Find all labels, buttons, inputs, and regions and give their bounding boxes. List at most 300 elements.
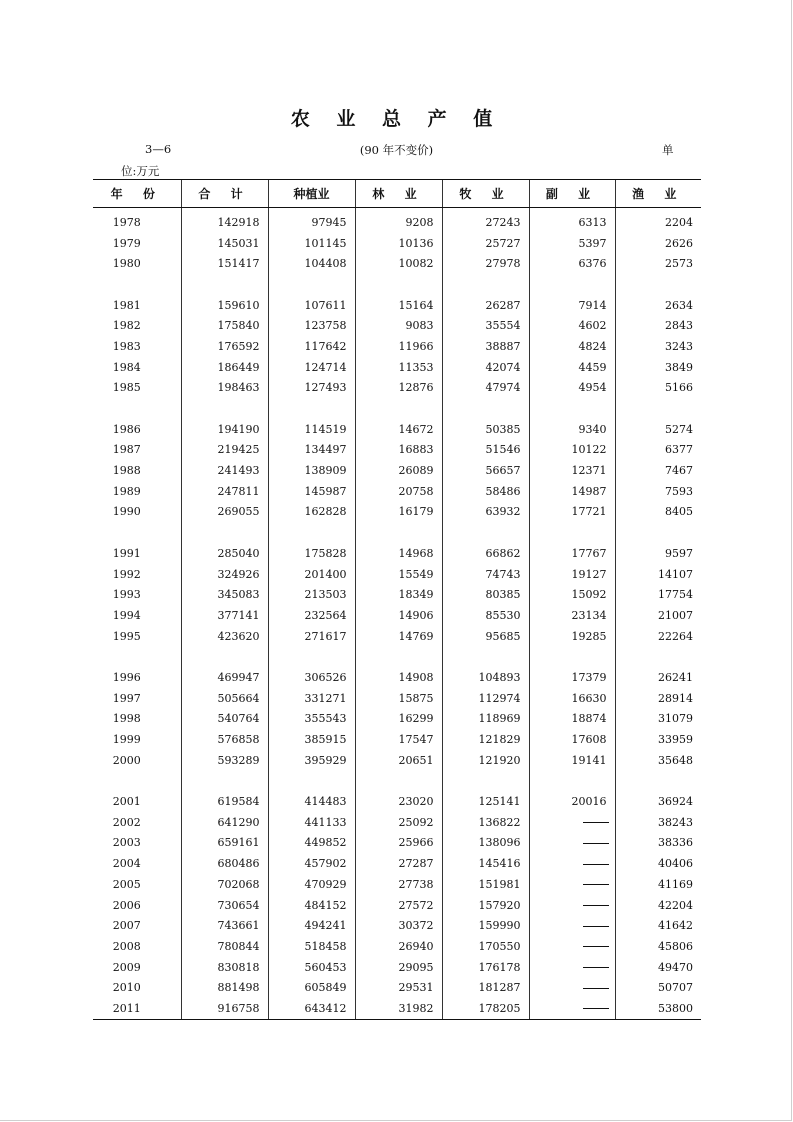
planting-cell: 97945 <box>268 208 355 233</box>
planting-cell: 138909 <box>268 460 355 481</box>
year-cell: 1993 <box>112 588 141 602</box>
price-basis-subtitle: (90 年不变价) <box>359 143 434 157</box>
total-cell: 194190 <box>181 419 268 440</box>
total-cell: 345083 <box>181 584 268 605</box>
livestock-cell: 27243 <box>442 208 529 233</box>
spacer-cell <box>268 398 355 419</box>
sideline-cell <box>529 977 615 998</box>
not-applicable-dash <box>583 822 609 823</box>
forestry-cell: 25966 <box>355 833 442 854</box>
planting-cell: 494241 <box>268 915 355 936</box>
sideline-cell: 19127 <box>529 564 615 585</box>
sideline-cell: 4954 <box>529 378 615 399</box>
livestock-cell: 42074 <box>442 357 529 378</box>
unit-label-part2: 位:万元 <box>121 164 160 178</box>
total-cell: 881498 <box>181 977 268 998</box>
livestock-cell: 151981 <box>442 874 529 895</box>
spacer-cell <box>181 274 268 295</box>
spacer-cell <box>442 522 529 543</box>
forestry-cell: 20758 <box>355 481 442 502</box>
forestry-cell: 25092 <box>355 812 442 833</box>
year-cell: 2004 <box>112 857 141 871</box>
table-row <box>93 977 701 998</box>
year-cell: 2001 <box>112 795 141 809</box>
spacer-cell <box>355 398 442 419</box>
spacer-cell <box>615 398 701 419</box>
not-applicable-dash <box>583 884 609 885</box>
fishery-cell: 40406 <box>615 853 701 874</box>
spacer-cell <box>442 274 529 295</box>
planting-cell: 175828 <box>268 543 355 564</box>
fishery-cell: 6377 <box>615 440 701 461</box>
year-cell: 1998 <box>112 712 141 726</box>
spacer-cell <box>93 398 181 419</box>
sideline-cell: 23134 <box>529 605 615 626</box>
forestry-cell: 16179 <box>355 502 442 523</box>
forestry-cell: 31982 <box>355 998 442 1019</box>
planting-cell: 605849 <box>268 977 355 998</box>
spacer-cell <box>93 646 181 667</box>
spacer-cell <box>93 771 181 792</box>
livestock-cell: 47974 <box>442 378 529 399</box>
table-row <box>93 295 701 316</box>
unit-label-part1: 单 <box>662 143 674 157</box>
header-livestock: 牧 业 <box>442 180 529 208</box>
spacer-cell <box>181 646 268 667</box>
forestry-cell: 14906 <box>355 605 442 626</box>
year-cell: 1988 <box>112 464 141 478</box>
planting-cell: 355543 <box>268 709 355 730</box>
fishery-cell: 28914 <box>615 688 701 709</box>
planting-cell: 162828 <box>268 502 355 523</box>
livestock-cell: 145416 <box>442 853 529 874</box>
sideline-cell: 5397 <box>529 233 615 254</box>
livestock-cell: 66862 <box>442 543 529 564</box>
fishery-cell: 2843 <box>615 315 701 336</box>
table-number: 3—6 <box>145 142 172 156</box>
table-row <box>93 336 701 357</box>
table-row <box>93 233 701 254</box>
forestry-cell: 20651 <box>355 750 442 771</box>
planting-cell: 449852 <box>268 833 355 854</box>
spacer-cell <box>529 274 615 295</box>
fishery-cell: 2626 <box>615 233 701 254</box>
header-year: 年 份 <box>93 180 181 208</box>
table-row <box>93 481 701 502</box>
fishery-cell: 2204 <box>615 208 701 233</box>
group-spacer-row <box>93 398 701 419</box>
table-row <box>93 626 701 647</box>
year-cell: 1990 <box>112 505 141 519</box>
fishery-cell: 38243 <box>615 812 701 833</box>
total-cell: 159610 <box>181 295 268 316</box>
livestock-cell: 25727 <box>442 233 529 254</box>
sideline-cell: 17379 <box>529 667 615 688</box>
forestry-cell: 27287 <box>355 853 442 874</box>
spacer-cell <box>529 398 615 419</box>
not-applicable-dash <box>583 988 609 989</box>
planting-cell: 271617 <box>268 626 355 647</box>
year-cell: 1984 <box>112 360 141 374</box>
table-row <box>93 853 701 874</box>
year-cell: 2011 <box>93 998 181 1019</box>
sideline-cell: 4459 <box>529 357 615 378</box>
table-header-row <box>93 180 701 208</box>
fishery-cell: 42204 <box>615 895 701 916</box>
table-row <box>93 208 701 233</box>
planting-cell: 306526 <box>268 667 355 688</box>
forestry-cell: 12876 <box>355 378 442 399</box>
sideline-cell: 6313 <box>529 208 615 233</box>
spacer-cell <box>268 646 355 667</box>
total-cell: 241493 <box>181 460 268 481</box>
total-cell: 145031 <box>181 233 268 254</box>
livestock-cell: 35554 <box>442 315 529 336</box>
total-cell: 377141 <box>181 605 268 626</box>
sideline-cell: 16630 <box>529 688 615 709</box>
table-row <box>93 709 701 730</box>
forestry-cell: 16299 <box>355 709 442 730</box>
livestock-cell: 157920 <box>442 895 529 916</box>
group-spacer-row <box>93 771 701 792</box>
fishery-cell: 41642 <box>615 915 701 936</box>
forestry-cell: 26940 <box>355 936 442 957</box>
spacer-cell <box>442 398 529 419</box>
livestock-cell: 56657 <box>442 460 529 481</box>
forestry-cell: 27738 <box>355 874 442 895</box>
header-forestry: 林 业 <box>355 180 442 208</box>
spacer-cell <box>529 646 615 667</box>
year-cell: 2002 <box>112 815 141 829</box>
table-row <box>93 543 701 564</box>
year-cell: 1979 <box>112 236 141 250</box>
table-row <box>93 253 701 274</box>
sideline-cell: 17721 <box>529 502 615 523</box>
year-cell: 1985 <box>112 381 141 395</box>
year-cell: 2010 <box>112 981 141 995</box>
forestry-cell: 23020 <box>355 791 442 812</box>
fishery-cell: 35648 <box>615 750 701 771</box>
spacer-cell <box>355 274 442 295</box>
year-cell: 1994 <box>112 608 141 622</box>
planting-cell: 213503 <box>268 584 355 605</box>
total-cell: 198463 <box>181 378 268 399</box>
total-cell: 576858 <box>181 729 268 750</box>
year-cell: 2007 <box>112 919 141 933</box>
fishery-cell: 21007 <box>615 605 701 626</box>
forestry-cell: 14968 <box>355 543 442 564</box>
sideline-cell: 19285 <box>529 626 615 647</box>
livestock-cell: 178205 <box>442 998 529 1019</box>
spacer-cell <box>529 522 615 543</box>
livestock-cell: 125141 <box>442 791 529 812</box>
spacer-cell <box>355 522 442 543</box>
planting-cell: 560453 <box>268 957 355 978</box>
year-cell: 2003 <box>112 836 141 850</box>
group-spacer-row <box>93 522 701 543</box>
spacer-cell <box>93 522 181 543</box>
planting-cell: 331271 <box>268 688 355 709</box>
planting-cell: 123758 <box>268 315 355 336</box>
sideline-cell: 17608 <box>529 729 615 750</box>
year-cell: 1981 <box>112 298 141 312</box>
livestock-cell: 121829 <box>442 729 529 750</box>
table-row <box>93 357 701 378</box>
livestock-cell: 112974 <box>442 688 529 709</box>
livestock-cell: 136822 <box>442 812 529 833</box>
total-cell: 702068 <box>181 874 268 895</box>
spacer-cell <box>181 522 268 543</box>
total-cell: 730654 <box>181 895 268 916</box>
total-cell: 176592 <box>181 336 268 357</box>
total-cell: 830818 <box>181 957 268 978</box>
forestry-cell: 16883 <box>355 440 442 461</box>
fishery-cell: 41169 <box>615 874 701 895</box>
sideline-cell: 14987 <box>529 481 615 502</box>
total-cell: 641290 <box>181 812 268 833</box>
total-cell: 142918 <box>181 208 268 233</box>
fishery-cell: 49470 <box>615 957 701 978</box>
table-row <box>93 502 701 523</box>
livestock-cell: 27978 <box>442 253 529 274</box>
total-cell: 540764 <box>181 709 268 730</box>
spacer-cell <box>615 522 701 543</box>
livestock-cell: 95685 <box>442 626 529 647</box>
total-cell: 269055 <box>181 502 268 523</box>
total-cell: 247811 <box>181 481 268 502</box>
planting-cell: 232564 <box>268 605 355 626</box>
year-cell: 1980 <box>112 257 141 271</box>
spacer-cell <box>355 771 442 792</box>
table-row <box>93 564 701 585</box>
forestry-cell: 14672 <box>355 419 442 440</box>
not-applicable-dash <box>583 905 609 906</box>
spacer-cell <box>268 522 355 543</box>
forestry-cell: 14769 <box>355 626 442 647</box>
planting-cell: 101145 <box>268 233 355 254</box>
total-cell: 505664 <box>181 688 268 709</box>
fishery-cell: 3849 <box>615 357 701 378</box>
header-total: 合 计 <box>181 180 268 208</box>
not-applicable-dash <box>583 926 609 927</box>
livestock-cell: 138096 <box>442 833 529 854</box>
sideline-cell: 20016 <box>529 791 615 812</box>
sideline-cell: 12371 <box>529 460 615 481</box>
fishery-cell: 17754 <box>615 584 701 605</box>
year-cell: 1995 <box>112 629 141 643</box>
fishery-cell: 36924 <box>615 791 701 812</box>
sideline-cell <box>529 957 615 978</box>
spacer-cell <box>615 646 701 667</box>
table-row <box>93 688 701 709</box>
livestock-cell: 26287 <box>442 295 529 316</box>
fishery-cell: 7467 <box>615 460 701 481</box>
not-applicable-dash <box>583 967 609 968</box>
table-row <box>93 667 701 688</box>
year-cell: 1982 <box>112 319 141 333</box>
planting-cell: 414483 <box>268 791 355 812</box>
table-row <box>93 440 701 461</box>
sideline-cell: 17767 <box>529 543 615 564</box>
planting-cell: 518458 <box>268 936 355 957</box>
fishery-cell: 53800 <box>615 998 701 1019</box>
year-cell: 1983 <box>112 339 141 353</box>
spacer-cell <box>442 646 529 667</box>
planting-cell: 104408 <box>268 253 355 274</box>
forestry-cell: 15549 <box>355 564 442 585</box>
livestock-cell: 74743 <box>442 564 529 585</box>
table-row <box>93 874 701 895</box>
year-cell: 1999 <box>112 733 141 747</box>
fishery-cell: 2573 <box>615 253 701 274</box>
year-cell: 1989 <box>112 484 141 498</box>
fishery-cell: 5166 <box>615 378 701 399</box>
year-cell: 1991 <box>112 546 141 560</box>
not-applicable-dash <box>583 864 609 865</box>
forestry-cell: 15875 <box>355 688 442 709</box>
fishery-cell: 22264 <box>615 626 701 647</box>
group-spacer-row <box>93 646 701 667</box>
livestock-cell: 121920 <box>442 750 529 771</box>
year-cell: 2005 <box>112 877 141 891</box>
year-cell: 2008 <box>112 939 141 953</box>
forestry-cell: 9083 <box>355 315 442 336</box>
fishery-cell: 33959 <box>615 729 701 750</box>
total-cell: 780844 <box>181 936 268 957</box>
planting-cell: 127493 <box>268 378 355 399</box>
fishery-cell: 45806 <box>615 936 701 957</box>
sideline-cell: 6376 <box>529 253 615 274</box>
year-cell: 2009 <box>112 960 141 974</box>
sideline-cell: 7914 <box>529 295 615 316</box>
total-cell: 916758 <box>181 998 268 1019</box>
spacer-cell <box>442 771 529 792</box>
year-cell: 2000 <box>112 753 141 767</box>
forestry-cell: 9208 <box>355 208 442 233</box>
spacer-cell <box>181 398 268 419</box>
fishery-cell: 2634 <box>615 295 701 316</box>
spacer-cell <box>93 274 181 295</box>
sideline-cell <box>529 936 615 957</box>
total-cell: 619584 <box>181 791 268 812</box>
table-row <box>93 729 701 750</box>
livestock-cell: 51546 <box>442 440 529 461</box>
livestock-cell: 181287 <box>442 977 529 998</box>
livestock-cell: 80385 <box>442 584 529 605</box>
planting-cell: 643412 <box>268 998 355 1019</box>
total-cell: 285040 <box>181 543 268 564</box>
total-cell: 423620 <box>181 626 268 647</box>
spacer-cell <box>268 274 355 295</box>
table-row <box>93 378 701 399</box>
year-cell: 1992 <box>112 567 141 581</box>
table-row <box>93 315 701 336</box>
table-row <box>93 419 701 440</box>
year-cell: 1996 <box>112 670 141 684</box>
total-cell: 186449 <box>181 357 268 378</box>
table-body <box>93 208 701 1020</box>
header-planting: 种植业 <box>268 180 355 208</box>
planting-cell: 114519 <box>268 419 355 440</box>
forestry-cell: 11966 <box>355 336 442 357</box>
sideline-cell <box>529 915 615 936</box>
not-applicable-dash <box>583 1008 609 1009</box>
livestock-cell: 104893 <box>442 667 529 688</box>
table-row <box>93 812 701 833</box>
page-title: 农 业 总 产 值 <box>290 108 503 130</box>
fishery-cell: 26241 <box>615 667 701 688</box>
fishery-cell: 38336 <box>615 833 701 854</box>
forestry-cell: 11353 <box>355 357 442 378</box>
planting-cell: 124714 <box>268 357 355 378</box>
forestry-cell: 10082 <box>355 253 442 274</box>
planting-cell: 484152 <box>268 895 355 916</box>
spacer-cell <box>355 646 442 667</box>
sideline-cell <box>529 895 615 916</box>
forestry-cell: 30372 <box>355 915 442 936</box>
livestock-cell: 50385 <box>442 419 529 440</box>
total-cell: 743661 <box>181 915 268 936</box>
header-fishery: 渔 业 <box>615 180 701 208</box>
forestry-cell: 29531 <box>355 977 442 998</box>
planting-cell: 470929 <box>268 874 355 895</box>
livestock-cell: 159990 <box>442 915 529 936</box>
sideline-cell <box>529 853 615 874</box>
forestry-cell: 10136 <box>355 233 442 254</box>
fishery-cell: 9597 <box>615 543 701 564</box>
forestry-cell: 14908 <box>355 667 442 688</box>
forestry-cell: 18349 <box>355 584 442 605</box>
total-cell: 151417 <box>181 253 268 274</box>
not-applicable-dash <box>583 843 609 844</box>
forestry-cell: 26089 <box>355 460 442 481</box>
planting-cell: 134497 <box>268 440 355 461</box>
sideline-cell: 10122 <box>529 440 615 461</box>
spacer-cell <box>181 771 268 792</box>
table-row <box>93 460 701 481</box>
year-cell: 2006 <box>112 898 141 912</box>
planting-cell: 385915 <box>268 729 355 750</box>
spacer-cell <box>615 274 701 295</box>
table-row <box>93 957 701 978</box>
sideline-cell: 18874 <box>529 709 615 730</box>
livestock-cell: 85530 <box>442 605 529 626</box>
sideline-cell: 15092 <box>529 584 615 605</box>
fishery-cell: 50707 <box>615 977 701 998</box>
sideline-cell <box>529 998 615 1019</box>
table-row <box>93 833 701 854</box>
total-cell: 324926 <box>181 564 268 585</box>
header-sideline: 副 业 <box>529 180 615 208</box>
planting-cell: 457902 <box>268 853 355 874</box>
not-applicable-dash <box>583 946 609 947</box>
total-cell: 659161 <box>181 833 268 854</box>
table-row <box>93 936 701 957</box>
livestock-cell: 38887 <box>442 336 529 357</box>
year-cell: 1986 <box>112 422 141 436</box>
livestock-cell: 118969 <box>442 709 529 730</box>
forestry-cell: 27572 <box>355 895 442 916</box>
planting-cell: 145987 <box>268 481 355 502</box>
fishery-cell: 7593 <box>615 481 701 502</box>
table-row <box>93 915 701 936</box>
fishery-cell: 31079 <box>615 709 701 730</box>
planting-cell: 117642 <box>268 336 355 357</box>
livestock-cell: 63932 <box>442 502 529 523</box>
sideline-cell: 4824 <box>529 336 615 357</box>
planting-cell: 441133 <box>268 812 355 833</box>
total-cell: 469947 <box>181 667 268 688</box>
